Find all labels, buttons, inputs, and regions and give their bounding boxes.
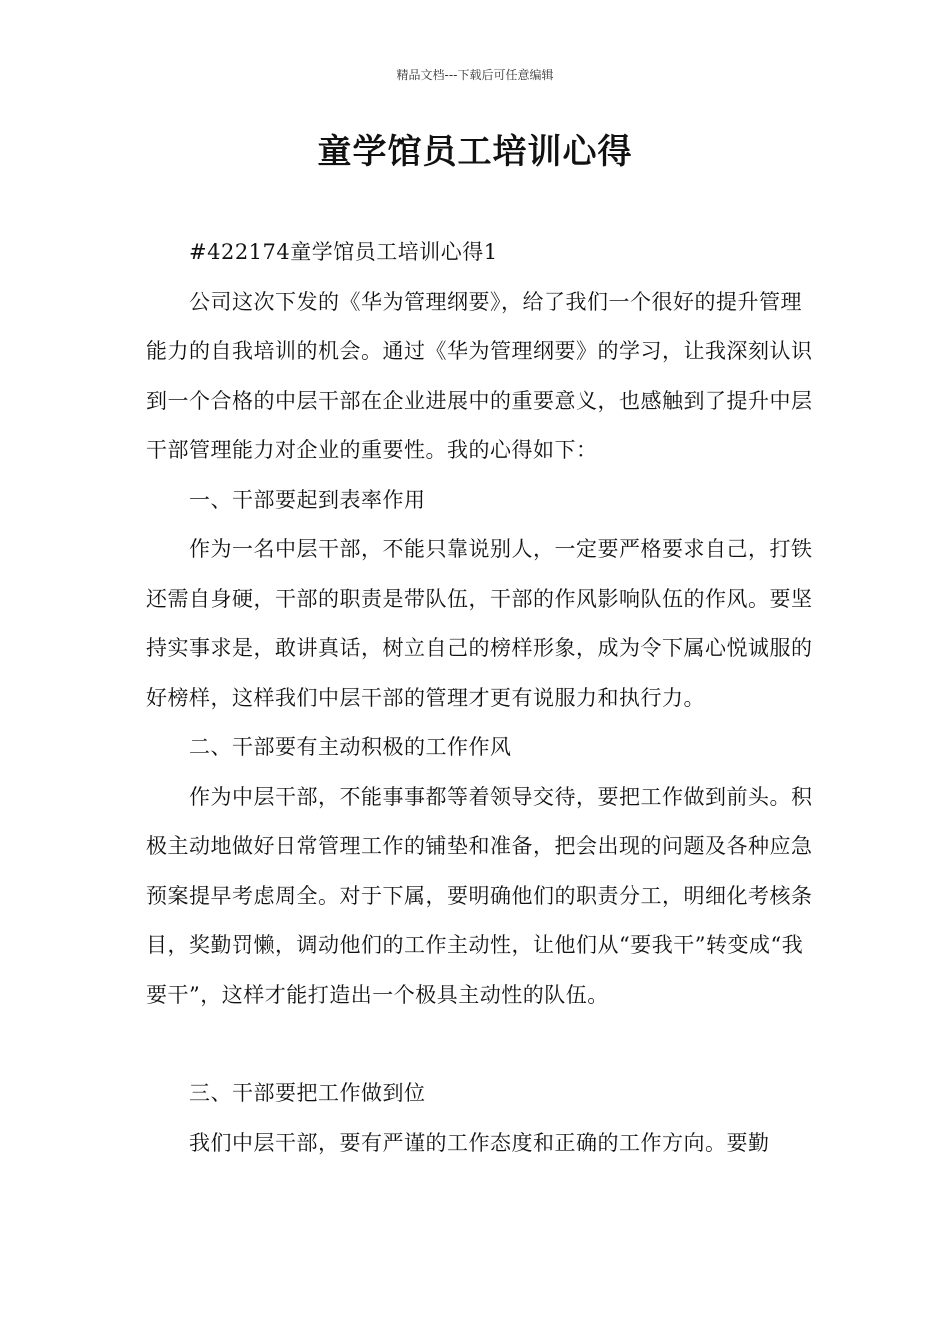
document-title: 童学馆员工培训心得 [317,132,633,172]
paragraph-section-2: 作为中层干部，不能事事都等着领导交待，要把工作做到前头。积极主动地做好日常管理工作的铺垫和准备，把会出现的问题及各种应急预案提早考虑周全。对于下属，要明确他们的职责分工，明细化考核条目，奖勤罚懒，调动他们的工作主动性，让他们从“要我干”转变成“我要干”，这样才能打造出一个极具主动性的队伍。 [146,784,813,1007]
header-note: 精品文档---下载后可任意编辑 [396,68,554,82]
section-heading-1: 一、干部要起到表率作用 [189,487,426,512]
section-heading-3: 三、干部要把工作做到位 [189,1081,426,1105]
paragraph-subtitle: #422174童学馆员工培训心得1 [189,240,498,264]
section-heading-2: 二、干部要有主动积极的工作作风 [189,735,512,759]
document-body [146,228,818,1168]
paragraph-intro: 公司这次下发的《华为管理纲要》，给了我们一个很好的提升管理能力的自我培训的机会。通过《华为管理纲要》的学习，让我深刻认识到一个合格的中层干部在企业进展中的重要意义，也感触到了提升中层干部管理能力对企业的重要性。我的心得如下： [146,289,813,462]
paragraph-section-3: 我们中层干部，要有严谨的工作态度和正确的工作方向。要勤 [189,1130,770,1155]
paragraph-section-1: 作为一名中层干部，不能只靠说别人，一定要严格要求自己，打铁还需自身硬，干部的职责是带队伍，干部的作风影响队伍的作风。要坚持实事求是，敢讲真话，树立自己的榜样形象，成为令下属心悦诚服的好榜样，这样我们中层干部的管理才更有说服力和执行力。 [146,537,813,710]
